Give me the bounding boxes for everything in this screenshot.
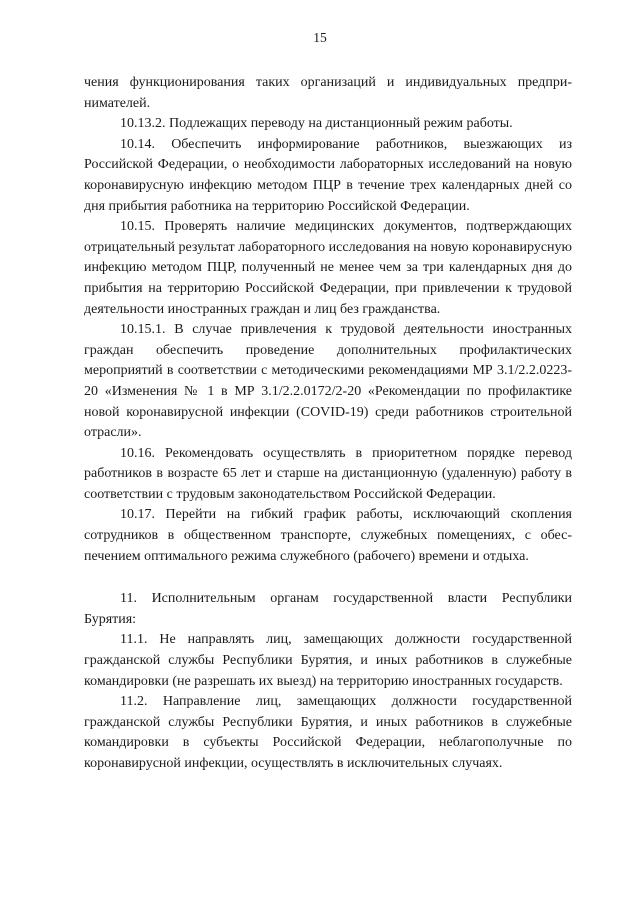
paragraph-10-16: 10.16. Рекомендовать осуществлять в приоритетном порядке перевод работников в возрасте 65 лет и старше на дистанционную (удаленную) работу в соответствии с трудовым законодательством Российской Федерации. (84, 445, 572, 502)
paragraph-10-13-2: 10.13.2. Подлежащих переводу на дистанционный режим работы. (120, 116, 513, 132)
paragraph-continuation: чения функционирования таких организаций и индивидуальных предпринимателей. (84, 75, 572, 111)
document-body (84, 73, 572, 775)
paragraph-11-1: 11.1. Не направлять лиц, замещающих должности государственной гражданской службы Республики Бурятия, и иных работников в служебные командировки (не разрешать их выезд) на территорию иностранных государств. (84, 632, 572, 689)
paragraph-11-2: 11.2. Направление лиц, замещающих должности государственной гражданской службы Республики Бурятия, и иных работников в служебные командировки в субъекты Российской Федерации, неблагополучные по коронавирусной инфекции, осуществлять в исключительных случаях. (84, 694, 572, 771)
page-number: 15 (313, 30, 327, 45)
paragraph-10-15-1: 10.15.1. В случае привлечения к трудовой деятельности иностранных граждан обеспечить проведение дополнительных профилактических мероприятий в соответствии с методическими рекомендациями МР 3.1/2.2.0223-20 «Изменения № 1 в МР 3.1/2.2.0172/2-20 «Рекомендации по профилактике новой коронавирусной инфекции (COVID-19) среди работников строительной отрасли». (84, 322, 572, 441)
paragraph-11: 11. Исполнительным органам государственной власти Республики Бурятия: (84, 591, 572, 627)
paragraph-10-17: 10.17. Перейти на гибкий график работы, исключающий скопления сотрудников в общественном транспорте, служебных помещениях, с обеспечением оптимального режима служебного (рабочего) времени и отдыха. (84, 507, 572, 564)
paragraph-10-14: 10.14. Обеспечить информирование работников, выезжающих из Российской Федерации, о необходимости лабораторных исследований на новую коронавирусную инфекцию методом ПЦР в течение трех календарных дней со дня прибытия работника на территорию Российской Федерации. (84, 136, 572, 214)
paragraph-10-15: 10.15. Проверять наличие медицинских документов, подтверждающих отрицательный результат лабораторного исследования на новую коронавирусную инфекцию методом ПЦР, полученный не менее чем за три календарных дня до прибытия на территорию Российской Федерации, при привлечении к трудовой деятельности иностранных граждан и лиц без гражданства. (84, 219, 572, 317)
